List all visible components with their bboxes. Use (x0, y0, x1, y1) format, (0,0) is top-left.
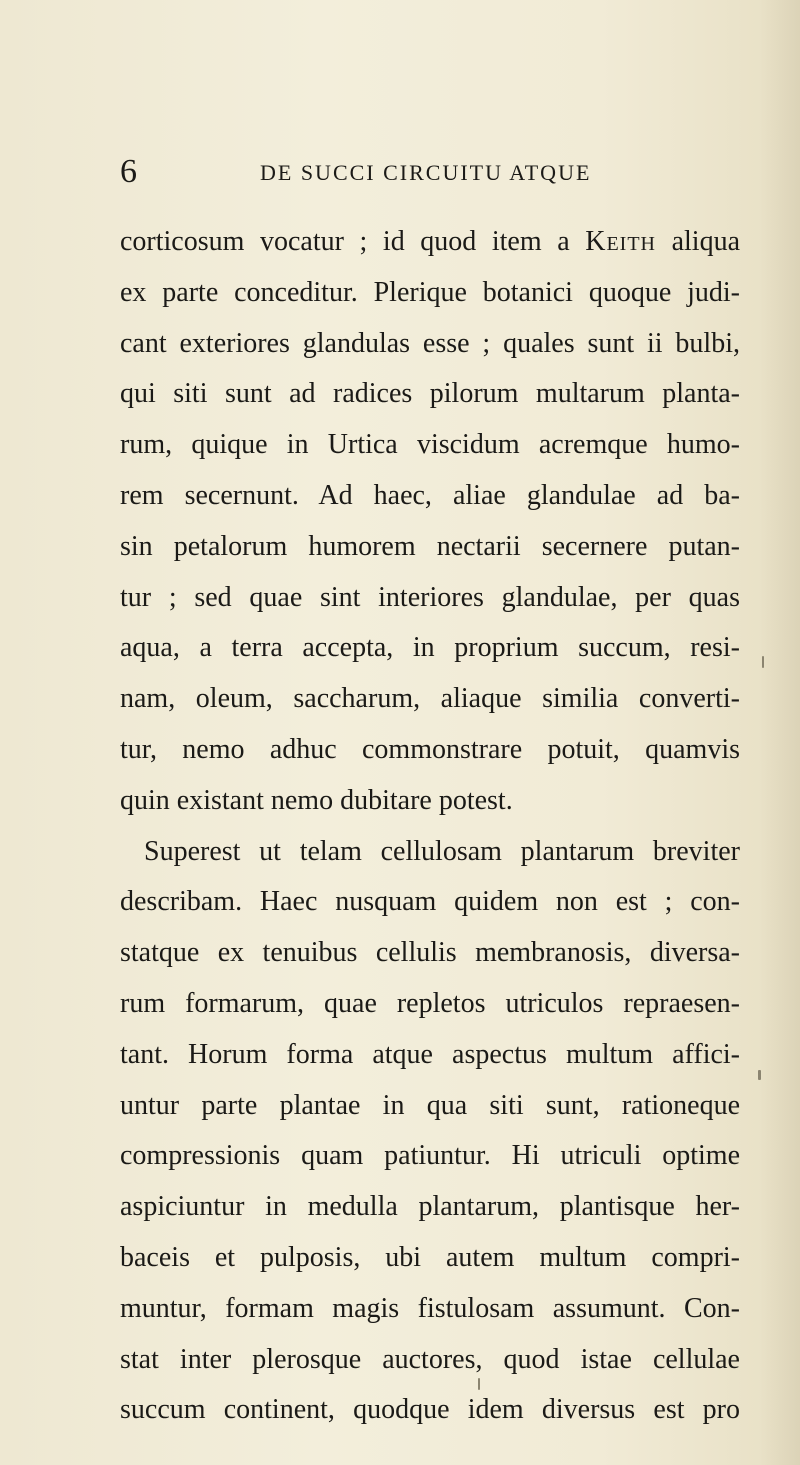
text-line: succum continent, quodque idem diversus est pro (120, 1394, 740, 1426)
running-title: DE SUCCI CIRCUITU ATQUE (260, 160, 592, 185)
text-line: Superest ut telam cellulosam plantarum breviter (144, 835, 740, 867)
text-line: aqua, a terra accepta, in proprium succum, resi- (120, 632, 740, 664)
text-line: rem secernunt. Ad haec, aliae glandulae ad ba- (120, 479, 740, 511)
text-line: statque ex tenuibus cellulis membranosis, diversa- (120, 937, 740, 969)
text-line: sin petalorum humorem nectarii secernere putan- (120, 530, 740, 562)
text-line: tur, nemo adhuc commonstrare potuit, quamvis (120, 733, 740, 765)
text-line: untur parte plantae in qua siti sunt, rationeque (120, 1089, 740, 1121)
text-line: rum, quique in Urtica viscidum acremque humo- (120, 429, 740, 461)
author-name-smallcaps: Keith (585, 226, 656, 257)
text-line: quin existant nemo dubitare potest. (120, 784, 513, 816)
text-line: cant exteriores glandulas esse ; quales sunt ii bulbi, (120, 327, 740, 359)
text-line (120, 226, 740, 277)
text-line: tant. Horum forma atque aspectus multum affici- (120, 1038, 740, 1070)
text-line: aspiciuntur in medulla plantarum, plantisque her- (120, 1191, 740, 1223)
text-line: compressionis quam patiuntur. Hi utriculi optime (120, 1140, 740, 1172)
body-text (120, 226, 740, 1445)
text-line: tur ; sed quae sint interiores glandulae, per quas (120, 581, 740, 613)
text-line: muntur, formam magis fistulosam assumunt. Con- (120, 1292, 740, 1324)
paper-speck (762, 656, 764, 668)
text-line: ex parte conceditur. Plerique botanici quoque judi- (120, 276, 740, 308)
text-line: rum formarum, quae repletos utriculos repraesen- (120, 987, 740, 1019)
text-line: nam, oleum, saccharum, aliaque similia converti- (120, 683, 740, 715)
text-line: baceis et pulposis, ubi autem multum compri- (120, 1241, 740, 1273)
text-segment: corticosum vocatur ; id quod item a (120, 226, 586, 257)
text-line: stat inter plerosque auctores, quod istae cellulae (120, 1343, 740, 1375)
text-segment: aliqua (656, 226, 740, 257)
page-number: 6 (120, 153, 137, 190)
text-line: describam. Haec nusquam quidem non est ; con- (120, 886, 740, 918)
text-line: qui siti sunt ad radices pilorum multarum planta- (120, 378, 740, 410)
running-head (120, 152, 680, 192)
paper-speck (758, 1070, 761, 1080)
paper-speck (478, 1378, 480, 1390)
